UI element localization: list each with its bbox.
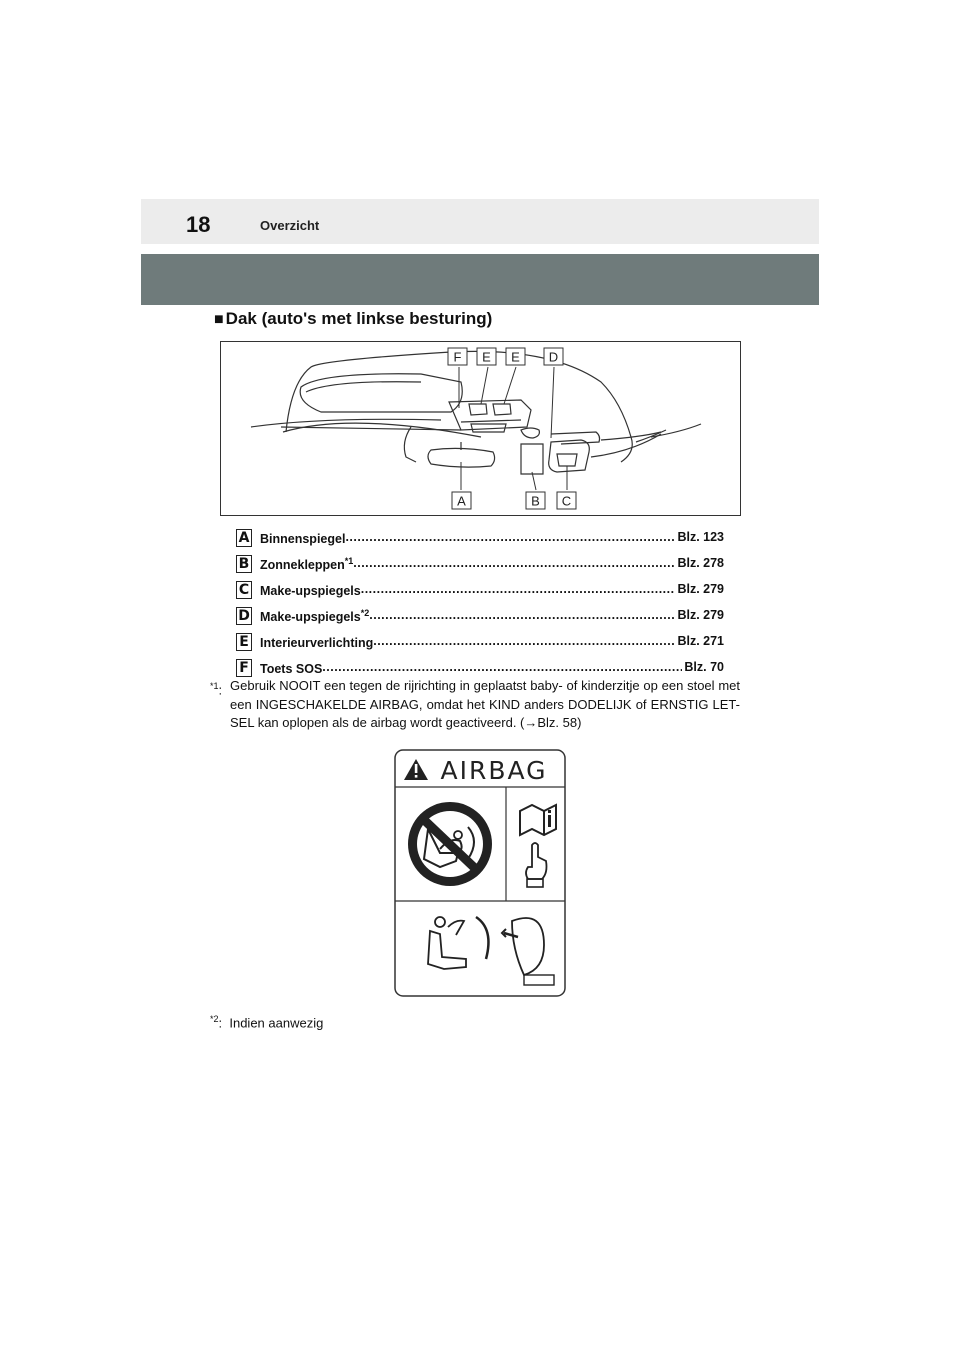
- letter-badge: C: [236, 581, 252, 599]
- page-reference: Blz. 278: [677, 555, 724, 570]
- page-reference: Blz. 279: [677, 581, 724, 596]
- list-item: [236, 525, 726, 551]
- item-label: Make-upspiegels: [260, 610, 361, 625]
- letter-badge: A: [236, 529, 252, 547]
- sub-heading-title: Dak (auto's met linkse besturing): [225, 309, 493, 328]
- list-item: [236, 629, 726, 655]
- page-reference: Blz. 123: [677, 529, 724, 544]
- page-reference: Blz. 70: [684, 659, 724, 674]
- callout-a: A: [457, 493, 466, 509]
- page-reference: Blz. 279: [677, 607, 724, 622]
- callout-e-1: E: [482, 349, 491, 365]
- callout-labels: [448, 348, 576, 509]
- item-label: Interieurverlichting: [260, 636, 374, 651]
- footnote-1-text: Gebruik NOOIT een tegen de rijrichting in geplaatst baby- of kinderzitje op een stoel met een INGESCHAKELDE AIRBAG, omdat het KIND anders DODELIJK of ERNSTIG LET-SEL kan oplopen als de airbag wordt geactiveerd. (→Blz. 58): [230, 678, 740, 730]
- callout-d: D: [548, 349, 559, 365]
- roof-diagram: [220, 341, 741, 516]
- item-label: Binnenspiegel: [260, 532, 346, 547]
- letter-badge: E: [236, 633, 252, 651]
- list-item: [236, 577, 726, 603]
- no-rear-facing-seat-icon: [408, 802, 492, 886]
- footnote-1-marker: *1: [210, 681, 219, 691]
- airbag-warning-label: [394, 749, 566, 997]
- item-label: Make-upspiegels: [260, 584, 361, 599]
- letter-badge: D: [236, 607, 252, 625]
- airbag-title: AIRBAG: [440, 756, 548, 785]
- list-item: [236, 551, 726, 577]
- component-list: [236, 525, 726, 681]
- square-bullet-icon: ■: [214, 311, 224, 328]
- footnote-1: $^{*1}$: Gebruik NOOIT een tegen de rijrichting in geplaatst baby- of kinderzitje op een stoel met een INGESCHAKELDE AIRBAG, omdat het KIND anders DODELIJK of ERNSTIG LET-SEL kan oplopen als de airbag wordt geactiveerd. (→Blz. 58): [210, 677, 740, 733]
- page-header-bar: [141, 199, 819, 244]
- callout-b: B: [531, 493, 540, 509]
- letter-badge: F: [236, 659, 252, 677]
- page-reference: Blz. 271: [677, 633, 724, 648]
- item-label: Zonnekleppen: [260, 558, 345, 573]
- list-item: [236, 603, 726, 629]
- footnote-2: $^{*2}$: Indien aanwezig: [210, 1014, 324, 1031]
- callout-c: C: [561, 493, 572, 509]
- sub-heading: [214, 309, 492, 329]
- item-label: Toets SOS: [260, 662, 323, 677]
- footnote-2-marker: *2: [210, 1014, 219, 1024]
- chapter-band: [141, 254, 819, 305]
- page-number: 18: [186, 212, 211, 237]
- callout-f: F: [453, 349, 462, 365]
- footnote-2-text: Indien aanwezig: [229, 1015, 324, 1031]
- footnote-marker: *2: [360, 607, 370, 618]
- callout-e-2: E: [511, 349, 520, 365]
- footnote-marker: *1: [344, 555, 354, 566]
- roof-illustration: [221, 342, 740, 515]
- section-title: Overzicht: [260, 218, 320, 233]
- letter-badge: B: [236, 555, 252, 573]
